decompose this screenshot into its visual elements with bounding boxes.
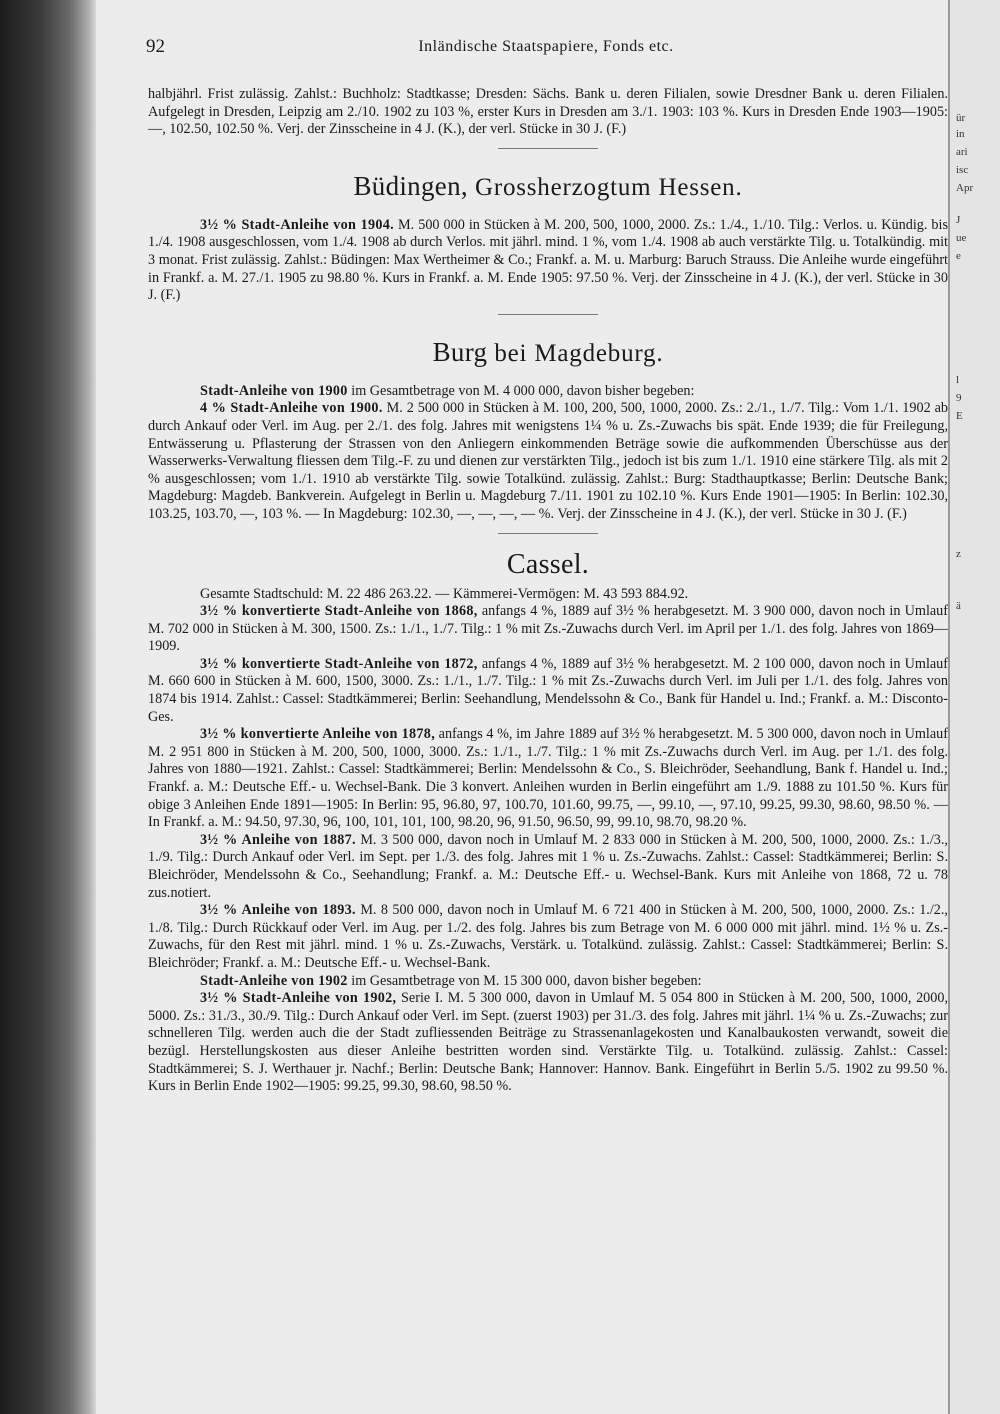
cassel-loan-paragraph-7 [148,990,948,1096]
loan-text: anfangs 4 %, im Jahre 1889 auf 3½ % herabgesetzt. M. 5 300 000, davon noch in Umlauf M. 2 951 800 in Stücken à M. 200, 500, 1000, 3000. Zs.: 1./1., 1./7. Tilg.: 1 % mit Zs.-Zuwachs durch Verl. im Aug. per 1./1. des folg. Jahres von 1880—1921. Zahlst.: Cassel: Stadtkämmerei; Berlin: Mendelssohn & Co., S. Bleichröder, Seehandlung, Bank f. Handel u. Ind.; Frankf. a. M.: Deutsche Eff.- u. Wechsel-Bank. Die 3 konvert. Anleihen wurden in Berlin eingeführt am 1./9. 1888 zu 101.50 %. Kurs für obige 3 Anleihen Ende 1891—1905: In Berlin: 95, 96.80, 97, 100.70, 101.60, 99.75, —, 99.10, —, 97.10, 99.25, 99.30, 98.60, 98.50 %. — In Frankf. a. M.: 94.50, 97.30, 96, 100, 101, 101, 100, 98.20, 96, 91.50, 96.50, 99, 99.10, 98.70, 98.20 %. [148,726,948,831]
cassel-loan-paragraph-2 [148,656,948,726]
loan-title: 4 % Stadt-Anleihe von 1900. [200,400,383,417]
running-head: Inländische Staatspapiere, Fonds etc. [418,38,674,55]
page [96,0,948,1414]
heading-main: Büdingen, [353,170,468,201]
loan-title: 3½ % konvertierte Anleihe von 1878, [200,726,436,743]
cassel-loan-paragraph-5 [148,902,948,972]
heading-main: Burg [432,336,488,367]
page-number: 92 [146,36,165,57]
intro-paragraph: halbjährl. Frist zulässig. Zahlst.: Buchholz: Stadtkasse; Dresden: Sächs. Bank u. deren Filialen, sowie Dresdner Bank u. deren Filialen. Aufgelegt in Dresden, Leipzig am 2./10. 1902 zu 103 %, erster Kurs in Dresden am 3./1. 1903: 103 %. Kurs in Dresden Ende 1903—1905: —, 102.50, 102.50 %. Verj. der Zinsscheine in 4 J. (K.), der verl. Stücke in 30 J. (F.) [148,86,948,138]
margin-fragment: J [956,214,961,226]
loan-text: im Gesamtbetrage von M. 15 300 000, davon bisher begeben: [347,972,702,989]
margin-fragment: E [956,410,963,422]
cassel-loan-paragraph-3 [148,726,948,832]
margin-fragment: isc [956,164,969,176]
margin-fragment: e [956,250,961,262]
margin-fragment: Apr [956,182,974,194]
burg-loan-paragraph-1 [148,383,948,401]
budingen-loan-paragraph [148,217,948,305]
loan-text: M. 500 000 in Stücken à M. 200, 500, 1000, 2000. Zs.: 1./4., 1./10. Tilg.: Verlos. u. Kündig. bis 1./4. 1908 ausgeschlossen, vom 1./4. 1908 ab durch Verlos. mit jährl. mind. 1 %, vom 1./4. 1908 ab auch verstärkte Tilg. u. Totalkündig. mit 3 monat. Frist zulässig. Zahlst.: Büdingen: Max Wertheimer & Co.; Frankf. a. M. u. Marburg: Baruch Strauss. Die Anleihe wurde eingeführt in Frankf. a. M. 27./1. 1905 zu 98.80 %. Kurs in Frankf. a. M. Ende 1905: 97.50 %. Verj. der Zinsscheine in 4 J. (K.), der verl. Stücke in 30 J. (F.) [148,216,948,304]
margin-fragment: 9 [956,392,962,404]
margin-fragment: ä [956,600,961,612]
section-heading-burg [148,337,948,369]
margin-fragment: ue [956,232,967,244]
section-divider [498,314,598,315]
cassel-debt-line: Gesamte Stadtschuld: M. 22 486 263.22. — Kämmerei-Vermögen: M. 43 593 884.92. [200,585,689,602]
loan-title: Stadt-Anleihe von 1900 [200,382,348,399]
loan-title: 3½ % konvertierte Stadt-Anleihe von 1868, [200,603,478,620]
margin-fragment: z [956,548,961,560]
loan-text: im Gesamtbetrage von M. 4 000 000, davon bisher begeben: [347,382,695,399]
loan-title: Stadt-Anleihe von 1902 [200,972,348,989]
loan-title: 3½ % Anleihe von 1887. [200,831,356,848]
section-heading-budingen [148,171,948,203]
page-fold-line [948,0,950,1414]
cassel-loan-paragraph-4 [148,832,948,902]
loan-title: 3½ % Stadt-Anleihe von 1904. [200,216,394,233]
loan-text: M. 2 500 000 in Stücken à M. 100, 200, 500, 1000, 2000. Zs.: 2./1., 1./7. Tilg.: Vom 1./1. 1902 ab durch Ankauf oder Verl. im Aug. per 2./1. des folg. Jahres mit wenigstens 1¼ % u. Zs.-Zuwachs bis spät. Ende 1939; die für Freilegung, Entwässerung u. Pflasterung der Strassen von den Anliegern einkommenden Beträge sowie die aufkommenden Überschüsse aus der Wasserwerks-Verwaltung fliessen dem Tilg.-F. zu und dienen zur verstärkten Tilg., jedoch ist bis zum 1./1. 1910 eine stärkere Tilg. als mit 2 % ausgeschlossen; vom 1./1. 1910 ab verstärkte Tilg. sowie Totalkünd. zulässig. Zahlst.: Burg: Stadthauptkasse; Berlin: Deutsche Bank; Magdeburg: Magdeb. Bankverein. Aufgelegt in Berlin u. Magdeburg 7./11. 1901 zu 102.10 %. Kurs Ende 1901—1905: In Berlin: 102.30, 103.25, 103.70, —, 103 %. — In Magdeburg: 102.30, —, —, —, — %. Verj. der Zinsscheine in 4 J. (K.), der verl. Stücke in 30 J. (F.) [148,400,949,522]
loan-text: anfangs 4 %, 1889 auf 3½ % herabgesetzt. M. 3 900 000, davon noch in Umlauf M. 702 000 in Stücken à M. 300, 1500. Zs.: 1./1., 1./7. Tilg.: 1 % mit Zs.-Zuwachs durch Verl. im April per 1./1. des folg. Jahres von 1869—1909. [148,603,948,655]
margin-fragment: l [956,374,960,386]
adjacent-page-margin [948,0,1000,1414]
loan-text: Serie I. M. 5 300 000, davon in Umlauf M. 5 054 800 in Stücken à M. 200, 500, 1000, 2000, 5000. Zs.: 31./3., 30./9. Tilg.: Durch Ankauf oder Verl. im Sept. (zuerst 1903) per 31./3. des folg. Jahres mit jährl. 1¼ % u. Zs.-Zuwachs; zur schnelleren Tilg. werden auch die der Stadt zufliessenden Beiträge zu Strassenanlagekosten und Kanalbaukosten verwandt, soweit die bezügl. Herstellungskosten aus dieser Anleihe bestritten worden sind. Verstärkte Tilg. u. Totalkünd. zulässig. Zahlst.: Cassel: Stadtkämmerei; S. J. Werthauer jr. Nachf.; Berlin: Deutsche Bank; Hannover: Hannov. Bank. Eingeführt in Berlin 5./5. 1902 zu 99.50 %. Kurs in Berlin Ende 1902—1905: 99.25, 99.30, 98.60, 98.50 %. [148,990,949,1095]
loan-title: 3½ % Stadt-Anleihe von 1902, [200,990,397,1007]
heading-sub: bei Magdeburg. [487,339,664,367]
loan-text: M. 8 500 000, davon noch in Umlauf M. 6 721 400 in Stücken à M. 200, 500, 1000, 2000. Zs.: 1./2., 1./8. Tilg.: Durch Rückkauf oder Verl. im Aug. per 1./2. des folg. Jahres bis zum Betrage von M. 6 000 000 mit jährl. mind. 1½ % u. Zs.-Zuwachs, für den Rest mit jährl. mind. 1 % u. Zs.-Zuwachs, Verstärk. u. Totalkünd. zulässig. Zahlst.: Cassel: Stadtkämmerei; Berlin: S. Bleichröder; Frankf. a. M.: Deutsche Eff.- u. Wechsel-Bank. [148,902,948,971]
heading-sub: Grossherzogtum Hessen. [467,173,743,201]
margin-fragment: in [956,128,965,140]
burg-loan-paragraph-2 [148,400,948,523]
section-divider [498,148,598,149]
loan-title: 3½ % konvertierte Stadt-Anleihe von 1872, [200,655,478,672]
margin-fragment: ari [956,146,968,158]
margin-fragment: ür [956,112,966,124]
page-header [146,36,946,62]
cassel-loan-paragraph-1 [148,603,948,656]
section-heading-cassel: Cassel. [506,548,590,580]
page-content [148,86,948,1096]
loan-text: M. 3 500 000, davon noch in Umlauf M. 2 833 000 in Stücken à M. 200, 500, 1000, 2000. Zs.: 1./3., 1./9. Tilg.: Durch Ankauf oder Verl. im Sept. per 1./3. des folg. Jahres mit 1 % u. Zs.-Zuwachs. Zahlst.: Cassel: Stadtkämmerei; Berlin: S. Bleichröder, Mendelssohn & Co., Seehandlung; Frankf. a. M.: Deutsche Eff.- u. Wechsel-Bank. Kurs mit Anleihe von 1868, 72 u. 78 zus.notiert. [148,831,948,901]
loan-text: anfangs 4 %, 1889 auf 3½ % herabgesetzt. M. 2 100 000, davon noch in Umlauf M. 660 600 in Stücken à M. 600, 1500, 3000. Zs.: 1./1., 1./7. Tilg.: 1 % mit Zs.-Zuwachs durch Verl. im Juli per 1./1. des folg. Jahres von 1874 bis 1914. Zahlst.: Cassel: Stadtkämmerei; Berlin: Seehandlung, Mendelssohn & Co., Bank für Handel u. Ind.; Frankf. a. M.: Disconto-Ges. [148,655,948,725]
cassel-loan-paragraph-6 [148,973,948,991]
book-binding-shadow [0,0,96,1414]
loan-title: 3½ % Anleihe von 1893. [200,902,356,919]
section-divider [498,533,598,534]
